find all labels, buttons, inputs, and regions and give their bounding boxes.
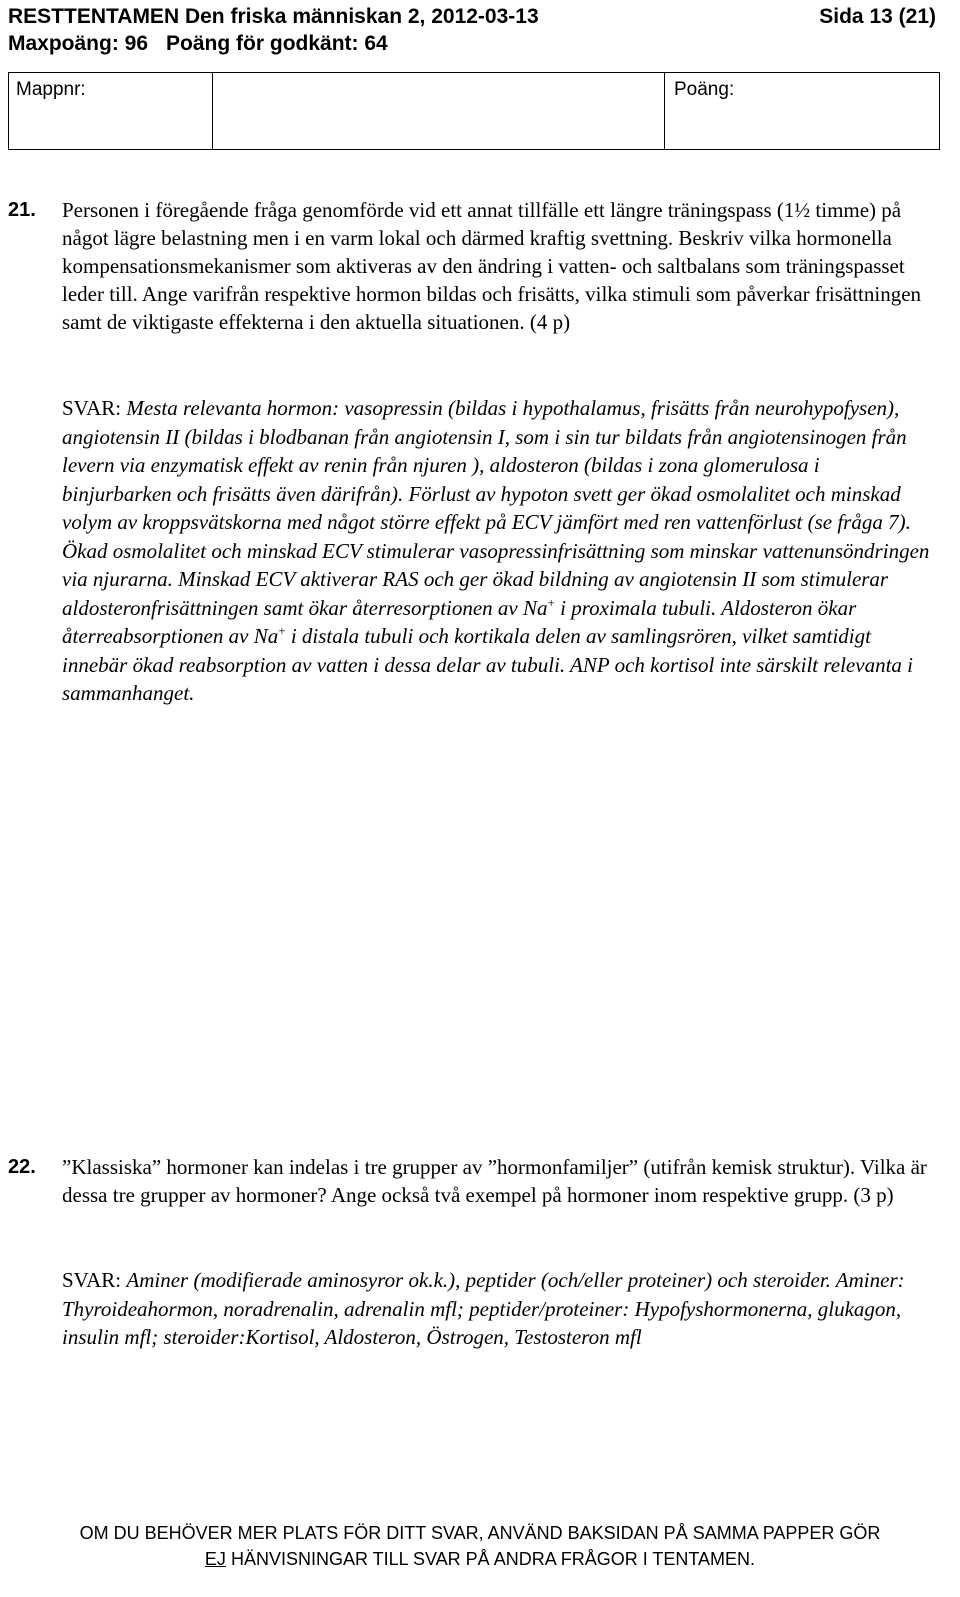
footer-line-2: EJ HÄNVISNINGAR TILL SVAR PÅ ANDRA FRÅGOR I TENTAMEN. — [204, 1549, 756, 1569]
answer-text: Aminer (modifierade aminosyror ok.k.), peptider (och/eller proteiner) och steroider. Aminer: Thyroideahormon, noradrenalin, adrenalin mfl; peptider/proteiner: Hypofyshormonerna, glukagon, insulin mfl; steroider:Kortisol, Aldosteron, Östrogen, Testosteron mfl — [62, 1268, 905, 1349]
points-line — [8, 31, 388, 57]
question-text: ”Klassiska” hormoner kan indelas i tre grupper av ”hormonfamiljer” (utifrån kemisk struktur). Vilka är dessa tre grupper av hormoner? Ange också två exempel på hormoner inom respektive grupp. (3 p) — [62, 1155, 927, 1207]
max-points: Maxpoäng: 96 — [8, 32, 149, 55]
question-22 — [8, 1153, 938, 1209]
answer-text: Mesta relevanta hormon: vasopressin (bildas i hypothalamus, frisätts från neurohypofysen), angiotensin II (bildas i blodbanan från angiotensin I, som i sin tur bildats från angiotensinogen från levern via enzymatisk effekt av renin från njuren ), aldosteron (bildas i zona glomerulosa i binjurbarken och frisätts även därifrån). Förlust av hypoton svett ger ökad osmolalitet och minskad volym av kroppsvätskorna med något större effekt på ECV jämfört med ren vattenförlust (se fråga 7). Ökad osmolalitet och minskad ECV stimulerar vasopressinfrisättning som minskar vattenunsöndringen via njurarna. Minskad ECV aktiverar RAS och ger ökad bildning av angiotensin II som stimulerar aldosteronfrisättningen samt ökar återresorptionen av Na — [62, 396, 930, 620]
answer-label: SVAR: — [62, 1268, 122, 1292]
question-points: (3 p) — [853, 1183, 894, 1207]
grading-box — [8, 72, 940, 150]
footer-ej: EJ — [204, 1549, 226, 1569]
question-number: 21. — [8, 199, 36, 221]
poang-label: Poäng: — [674, 79, 735, 100]
question-21 — [8, 196, 938, 336]
exam-title: RESTTENTAMEN Den friska människan 2, 2012-03-13 — [8, 5, 539, 28]
mappnr-label: Mappnr: — [16, 79, 86, 100]
question-points: (4 p) — [529, 310, 571, 334]
answer-text: i proximala tubuli. Aldosteron ökar återreabsorptionen av Na — [62, 595, 857, 648]
question-number: 22. — [8, 1156, 36, 1178]
answer-22 — [62, 1266, 932, 1352]
box-divider — [212, 73, 213, 149]
page-number: Sida 13 (21) — [819, 5, 936, 28]
answer-21: SVAR: Mesta relevanta hormon: vasopressin (bildas i hypothalamus, frisätts från neurohypofysen), angiotensin II (bildas i blodbanan från angiotensin I, som i sin tur bildats från angiotensinogen från levern via enzymatisk effekt av renin från njuren ), aldosteron (bildas i zona glomerulosa i binjurbarken och frisätts även därifrån). Förlust av hypoton svett ger ökad osmolalitet och minskad volym av kroppsvätskorna med något större effekt på ECV jämfört med ren vattenförlust (se fråga 7). Ökad osmolalitet och minskad ECV stimulerar vasopressinfrisättning som minskar vattenunsöndringen via njurarna. Minskad ECV aktiverar RAS och ger ökad bildning av angiotensin II som stimulerar aldosteronfrisättningen samt ökar återresorptionen av Na+ i proximala tubuli. Aldosteron ökar återreabsorptionen av Na+ i distala tubuli och kortikala delen av samlingsrören, vilket samtidigt innebär ökad reabsorption av vatten i dessa delar av tubuli. ANP och kortisol inte särskilt relevanta i sammanhanget. — [62, 396, 930, 705]
question-text: Personen i föregående fråga genomförde vid ett annat tillfälle ett längre träningspass (1½ timme) på något lägre belastning men i en varm lokal och därmed kraftig svettning. Beskriv vilka hormonella kompensationsmekanismer som aktiveras av den ändring i vatten- och saltbalans som träningspasset leder till. Ange varifrån respektive hormon bildas och frisätts, vilka stimuli som påverkar frisättningen samt de viktigaste effekterna i den aktuella situationen. (4 p) — [62, 198, 922, 334]
box-divider — [664, 73, 665, 149]
answer-label: SVAR: — [62, 396, 122, 420]
footer-line-1: OM DU BEHÖVER MER PLATS FÖR DITT SVAR, ANVÄND BAKSIDAN PÅ SAMMA PAPPER GÖR — [79, 1523, 881, 1543]
answer-text: i distala tubuli och kortikala delen av samlingsrören, vilket samtidigt innebär ökad reabsorption av vatten i dessa delar av tubuli. ANP och kortisol inte särskilt relevanta i sammanhanget. — [62, 624, 913, 705]
pass-points: Poäng för godkänt: 64 — [166, 32, 388, 55]
